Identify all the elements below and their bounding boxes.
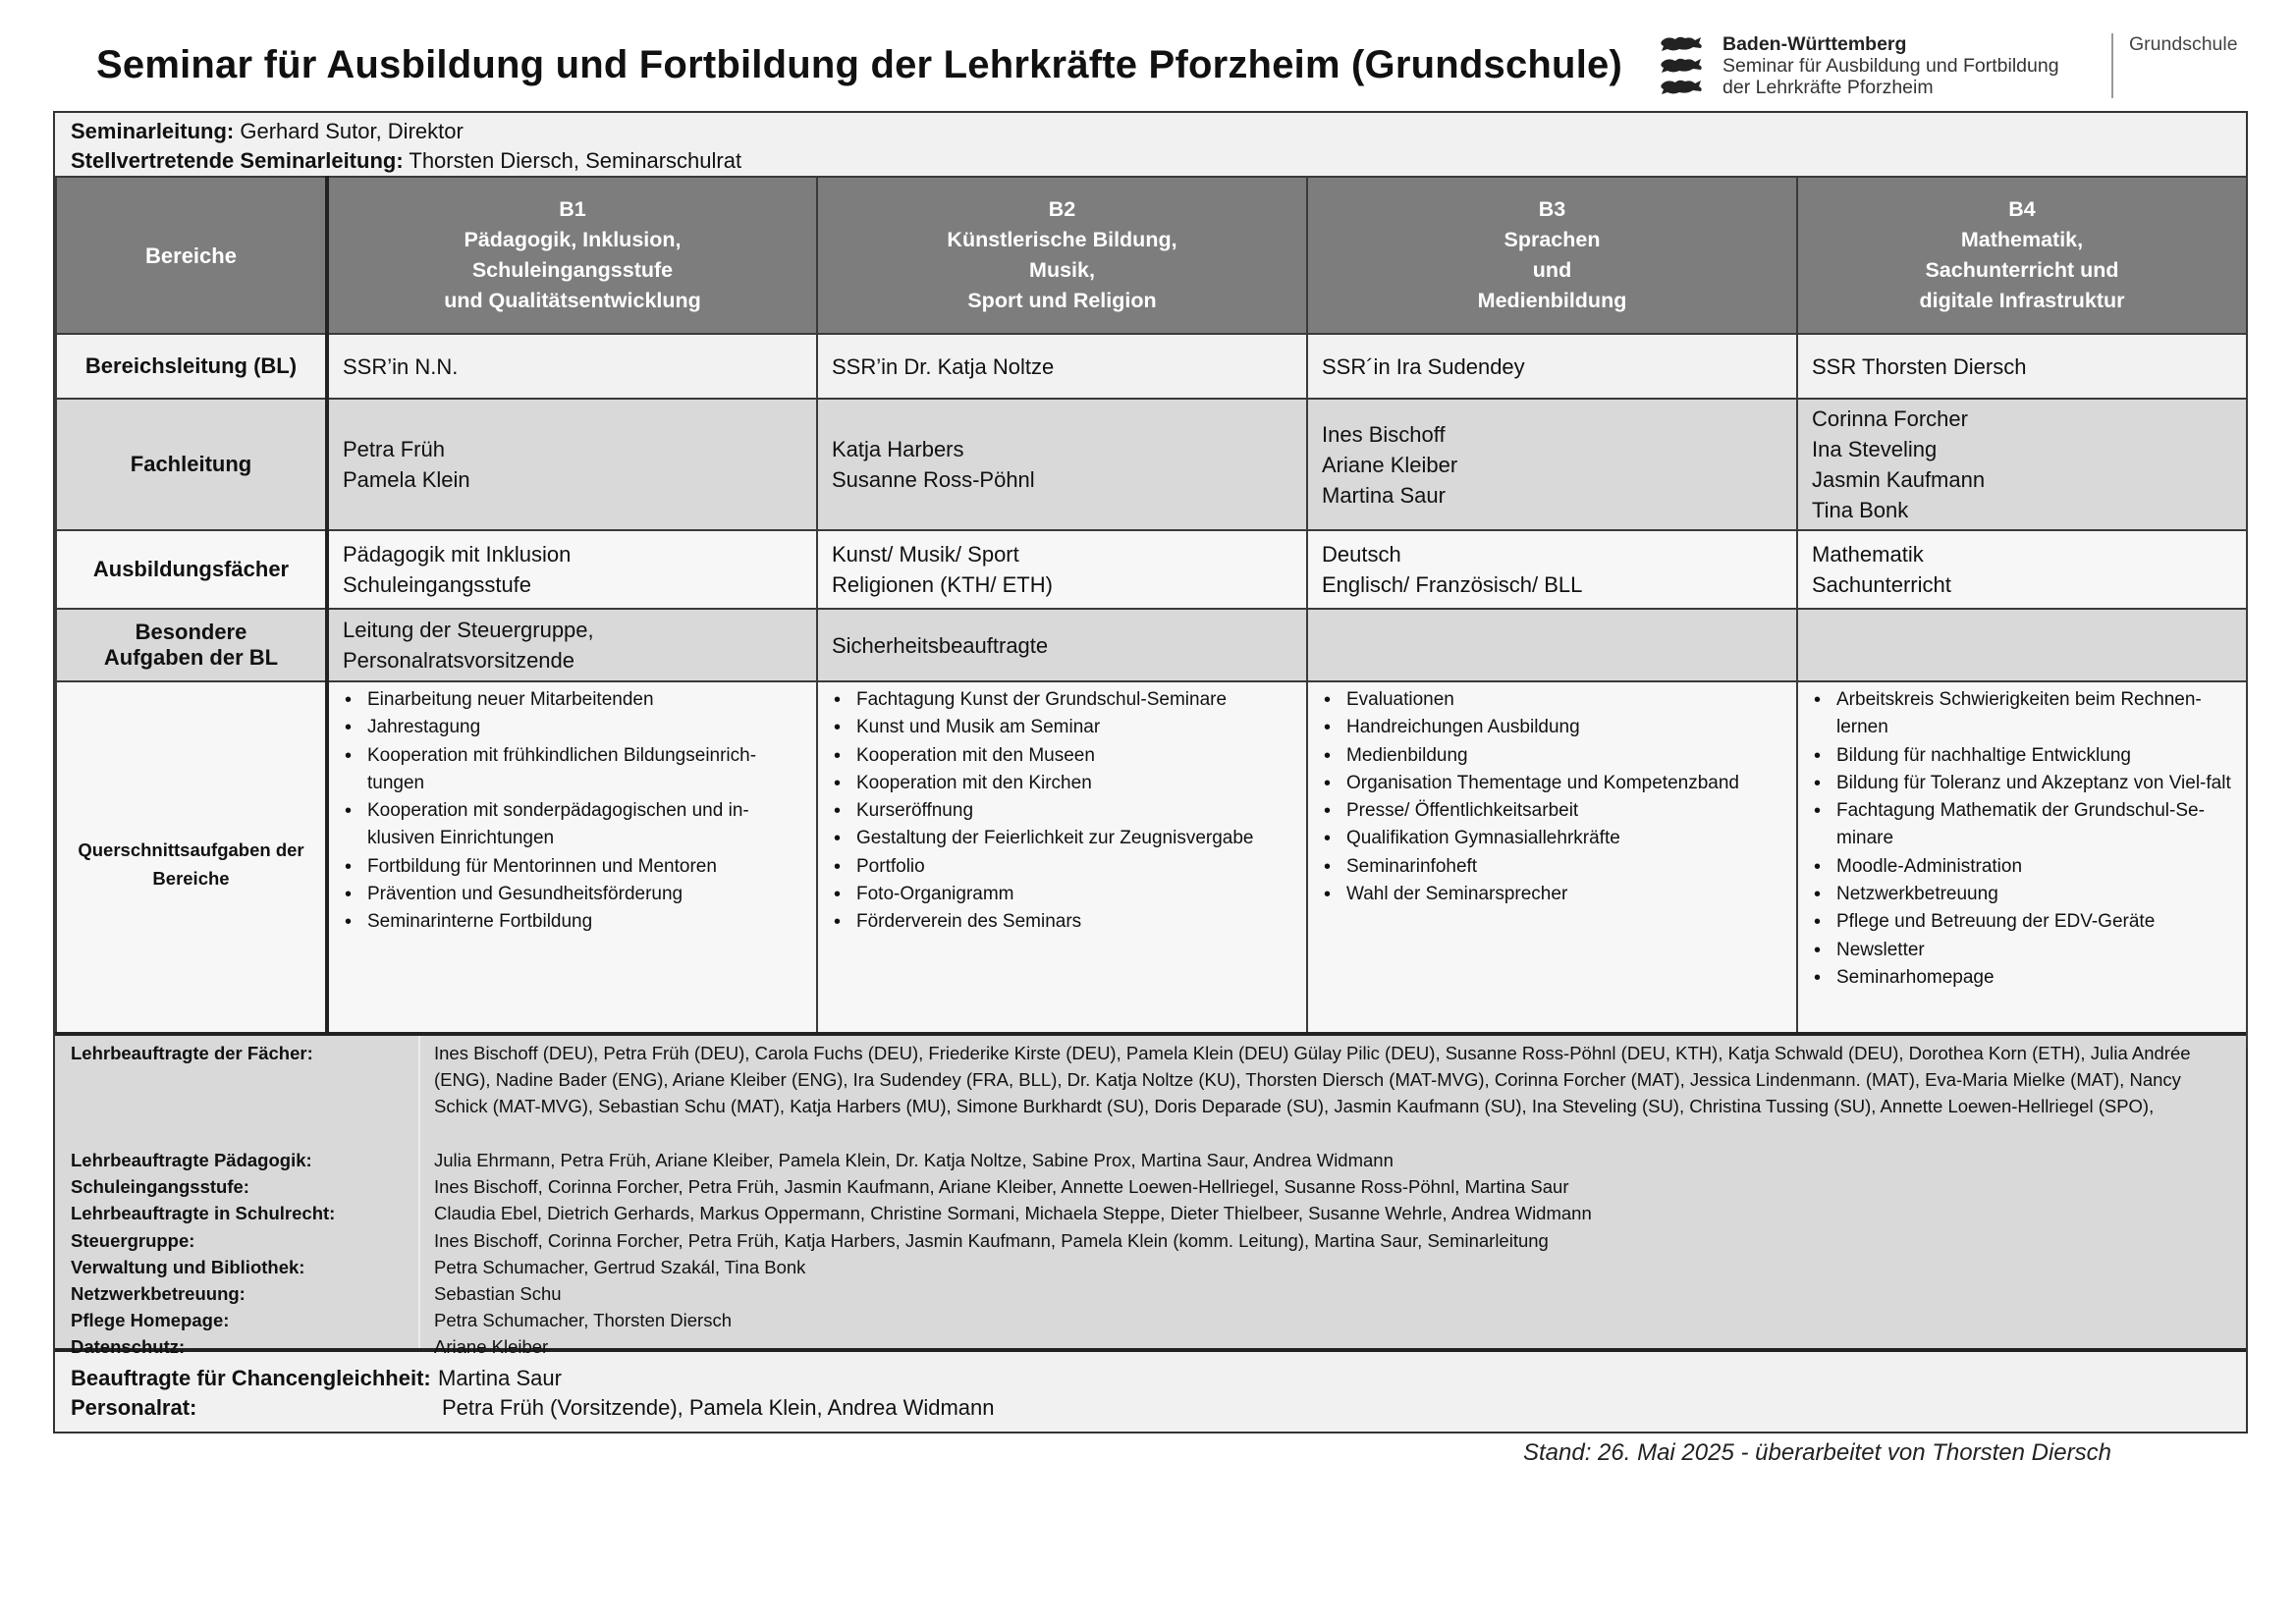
bl-cell-b3: SSR´in Ira Sudendey	[1307, 334, 1797, 399]
row-label	[56, 609, 327, 681]
task-item: • Pflege und Betreuung der EDV-Geräte	[1812, 908, 2232, 936]
baden-wuerttemberg-logo	[1658, 33, 2267, 102]
assignment-labels	[71, 1040, 424, 1361]
equal-opportunity-row	[71, 1364, 995, 1393]
task-item: • Kurseröffnung	[832, 797, 1292, 825]
row-label	[56, 681, 327, 1047]
cell-line: Ina Steveling	[1812, 437, 1938, 461]
area-title-line: Künstlerische Bildung,	[947, 228, 1177, 251]
task-item: • Seminarhomepage	[1812, 964, 2232, 992]
area-header-b3	[1307, 177, 1797, 334]
equal-opportunity-value: Martina Saur	[438, 1366, 562, 1390]
task-list	[1322, 686, 1782, 908]
task-item: • Gestaltung der Feierlichkeit zur Zeugnisvergabe	[832, 825, 1292, 852]
task-item: • Prävention und Gesundheitsförderung	[343, 881, 802, 908]
logo-line-2: Seminar für Ausbildung und Fortbildung	[1722, 55, 2059, 77]
area-title-line: digitale Infrastruktur	[1919, 289, 2125, 312]
assignment-value: Claudia Ebel, Dietrich Gerhards, Markus Oppermann, Christine Sormani, Michaela Steppe, Dieter Thielbeer, Susanne Wehrle, Andrea Widmann	[434, 1203, 1592, 1224]
area-title-line: Medienbildung	[1477, 289, 1627, 312]
bes-cell-b2	[817, 609, 1307, 681]
row-besondere-aufgaben	[56, 609, 2247, 681]
assignment-label: Pflege Homepage:	[71, 1310, 230, 1331]
row-fachleitung	[56, 399, 2247, 530]
equal-opportunity-label: Beauftragte für Chancengleichheit:	[71, 1366, 431, 1390]
representatives-block	[71, 1364, 995, 1423]
task-item: • Bildung für nachhaltige Entwicklung	[1812, 742, 2232, 770]
task-item: • Fachtagung Kunst der Grundschul-Seminare	[832, 686, 1292, 714]
area-title-line: Sport und Religion	[967, 289, 1157, 312]
row-ausbildungsfaecher	[56, 530, 2247, 609]
assignment-label: Lehrbeauftragte in Schulrecht:	[71, 1203, 336, 1224]
fach-cell-b4	[1797, 399, 2247, 530]
task-item: • Kooperation mit frühkindlichen Bildungseinrich-tungen	[343, 742, 802, 798]
quer-cell-b1	[327, 681, 817, 1047]
area-title-line: und Qualitätsentwicklung	[444, 289, 701, 312]
task-item: • Bildung für Toleranz und Akzeptanz von Viel-falt	[1812, 770, 2232, 797]
cell-line: Kunst/ Musik/ Sport	[832, 542, 1019, 567]
row-label: Bereichsleitung (BL)	[56, 334, 327, 399]
assignment-label: Lehrbeauftragte der Fächer:	[71, 1043, 313, 1063]
cell-line: Ariane Kleiber	[1322, 452, 1458, 477]
revision-note: Stand: 26. Mai 2025 - überarbeitet von Thorsten Diersch	[1523, 1439, 2111, 1466]
seminar-lead-label: Seminarleitung:	[71, 119, 235, 143]
assignment-value: Petra Schumacher, Thorsten Diersch	[434, 1310, 732, 1331]
ausb-cell-b3	[1307, 530, 1797, 609]
task-item: • Netzwerkbetreuung	[1812, 881, 2232, 908]
staff-council-label: Personalrat:	[71, 1395, 197, 1420]
task-list	[832, 686, 1292, 937]
assignment-value: Sebastian Schu	[434, 1283, 562, 1305]
area-title-line: Musik,	[1029, 258, 1095, 282]
areas-header-row	[56, 177, 2247, 334]
areas-table	[55, 176, 2248, 1048]
row-label-line: Bereiche	[152, 868, 230, 889]
logo-divider	[2111, 33, 2113, 98]
ausb-cell-b1	[327, 530, 817, 609]
area-code: B4	[2008, 197, 2036, 221]
task-item: • Moodle-Administration	[1812, 853, 2232, 881]
cell-line: Deutsch	[1322, 542, 1401, 567]
bes-cell-b4	[1797, 609, 2247, 681]
task-item: • Evaluationen	[1322, 686, 1782, 714]
task-item: • Wahl der Seminarsprecher	[1322, 881, 1782, 908]
assignment-label: Lehrbeauftragte Pädagogik:	[71, 1150, 312, 1170]
assignment-value: Ines Bischoff, Corinna Forcher, Petra Früh, Jasmin Kaufmann, Ariane Kleiber, Annette Loewen-Hellriegel, Susanne Ross-Pöhnl, Martina Saur	[434, 1176, 1569, 1198]
fach-cell-b2	[817, 399, 1307, 530]
task-item: • Newsletter	[1812, 937, 2232, 964]
area-title-line: und	[1532, 258, 1572, 282]
task-item: • Foto-Organigramm	[832, 881, 1292, 908]
area-header-b4	[1797, 177, 2247, 334]
areas-corner-header: Bereiche	[56, 177, 327, 334]
cell-line: Sachunterricht	[1812, 572, 1951, 597]
row-label: Ausbildungsfächer	[56, 530, 327, 609]
cell-line: Ines Bischoff	[1322, 421, 1446, 447]
assignment-value: Julia Ehrmann, Petra Früh, Ariane Kleiber, Pamela Klein, Dr. Katja Noltze, Sabine Prox, Martina Saur, Andrea Widmann	[434, 1150, 1394, 1170]
area-title-line: Pädagogik, Inklusion,	[464, 228, 682, 251]
task-item: • Fachtagung Mathematik der Grundschul-Se-minare	[1812, 797, 2232, 853]
cell-line: Sicherheitsbeauftragte	[832, 632, 1049, 658]
seminar-deputy-value: Thorsten Diersch, Seminarschulrat	[409, 148, 742, 173]
row-label-line: Aufgaben der BL	[103, 645, 279, 670]
task-item: • Portfolio	[832, 853, 1292, 881]
task-item: • Organisation Thementage und Kompetenzband	[1322, 770, 1782, 797]
area-header-b2	[817, 177, 1307, 334]
ausb-cell-b2	[817, 530, 1307, 609]
cell-line: Mathematik	[1812, 542, 1924, 567]
row-label-line: Besondere	[135, 620, 247, 644]
area-code: B1	[559, 197, 586, 221]
assignment-label: Schuleingangsstufe:	[71, 1176, 249, 1198]
seminar-deputy-label: Stellvertretende Seminarleitung:	[71, 148, 404, 173]
bl-cell-b2: SSR’in Dr. Katja Noltze	[817, 334, 1307, 399]
assignment-value: Ines Bischoff, Corinna Forcher, Petra Früh, Katja Harbers, Jasmin Kaufmann, Pamela Klein (komm. Leitung), Martina Saur, Seminarleitung	[434, 1229, 1549, 1251]
task-item: • Handreichungen Ausbildung	[1322, 714, 1782, 741]
task-item: • Kooperation mit den Museen	[832, 742, 1292, 770]
bl-cell-b4: SSR Thorsten Diersch	[1797, 334, 2247, 399]
cell-line: Religionen (KTH/ ETH)	[832, 572, 1053, 597]
task-list	[343, 686, 802, 937]
task-item: • Seminarinfoheft	[1322, 853, 1782, 881]
task-item: • Kooperation mit sonderpädagogischen und in-klusiven Einrichtungen	[343, 797, 802, 853]
bes-cell-b1	[327, 609, 817, 681]
cell-line: Schuleingangsstufe	[343, 572, 532, 597]
logo-text	[1722, 33, 2059, 98]
cell-line: Pädagogik mit Inklusion	[343, 542, 572, 567]
task-item: • Jahrestagung	[343, 714, 802, 741]
task-item: • Arbeitskreis Schwierigkeiten beim Rechnen-lernen	[1812, 686, 2232, 742]
task-item: • Einarbeitung neuer Mitarbeitenden	[343, 686, 802, 714]
logo-state: Baden-Württemberg	[1722, 33, 1907, 55]
organigram-frame	[53, 111, 2248, 1434]
staff-council-row	[71, 1393, 995, 1423]
cell-line: Susanne Ross-Pöhnl	[832, 467, 1035, 492]
cell-line: Pamela Klein	[343, 467, 470, 492]
area-header-b1	[327, 177, 817, 334]
area-title-line: Sachunterricht und	[1925, 258, 2119, 282]
cell-line: Tina Bonk	[1812, 498, 1909, 522]
logo-line-3: der Lehrkräfte Pforzheim	[1722, 77, 1934, 98]
cell-line: Englisch/ Französisch/ BLL	[1322, 572, 1583, 597]
row-label: Fachleitung	[56, 399, 327, 530]
quer-cell-b3	[1307, 681, 1797, 1047]
cell-line: Martina Saur	[1322, 482, 1446, 508]
quer-cell-b2	[817, 681, 1307, 1047]
area-title-line: Schuleingangsstufe	[471, 258, 674, 282]
assignment-value: Ines Bischoff (DEU), Petra Früh (DEU), Carola Fuchs (DEU), Friederike Kirste (DEU), Pamela Klein (DEU) Gülay Pilic (DEU), Susanne Ross-Pöhnl (DEU, KTH), Katja Schwald (DEU), Dorothea Korn (ETH), Julia Andrée (ENG), Nadine Bader (ENG), Ariane Kleiber (ENG), Ira Sudendey (FRA, BLL), Dr. Katja Noltze (KU), Thorsten Diersch (MAT-MVG), Corinna Forcher (MAT), Jessica Lindenmann. (MAT), Eva-Maria Mielke (MAT), Nancy Schick (MAT-MVG), Sebastian Schu (MAT), Katja Harbers (MU), Simone Burkhardt (SU), Doris Deparade (SU), Jasmin Kaufmann (SU), Ina Steveling (SU), Christina Tussing (SU), Annette Loewen-Hellriegel (SPO),	[434, 1043, 2191, 1117]
leadership-block	[71, 117, 741, 176]
task-item: • Qualifikation Gymnasiallehrkräfte	[1322, 825, 1782, 852]
seminar-lead-value: Gerhard Sutor, Direktor	[240, 119, 464, 143]
row-bereichsleitung	[56, 334, 2247, 399]
row-label-line: Querschnittsaufgaben der	[78, 839, 304, 860]
bes-cell-b3	[1307, 609, 1797, 681]
row-querschnittsaufgaben	[56, 681, 2247, 1047]
cell-line: Katja Harbers	[832, 437, 964, 461]
task-item: • Seminarinterne Fortbildung	[343, 908, 802, 936]
task-item: • Medienbildung	[1322, 742, 1782, 770]
area-title-line: Sprachen	[1503, 228, 1601, 251]
task-item: • Förderverein des Seminars	[832, 908, 1292, 936]
assignment-label: Steuergruppe:	[71, 1229, 195, 1251]
bl-cell-b1: SSR’in N.N.	[327, 334, 817, 399]
assignment-label: Verwaltung und Bibliothek:	[71, 1256, 305, 1277]
cell-line: Jasmin Kaufmann	[1812, 467, 1986, 492]
fach-cell-b3	[1307, 399, 1797, 530]
area-code: B2	[1048, 197, 1076, 221]
assignment-value: Petra Schumacher, Gertrud Szakál, Tina Bonk	[434, 1256, 806, 1277]
task-item: • Kunst und Musik am Seminar	[832, 714, 1292, 741]
assignment-values	[434, 1040, 2231, 1361]
task-item: • Kooperation mit den Kirchen	[832, 770, 1292, 797]
cell-line: Petra Früh	[343, 437, 445, 461]
assignment-label: Datenschutz:	[71, 1336, 186, 1358]
quer-cell-b4	[1797, 681, 2247, 1047]
seminar-lead	[71, 117, 741, 146]
cell-line: Personalratsvorsitzende	[343, 648, 575, 673]
cell-line: Corinna Forcher	[1812, 406, 1968, 431]
coat-of-arms-icon	[1658, 33, 1711, 98]
logo-school-type: Grundschule	[2129, 33, 2238, 55]
staff-council-value: Petra Früh (Vorsitzende), Pamela Klein, Andrea Widmann	[442, 1395, 995, 1420]
seminar-deputy	[71, 146, 741, 176]
cell-line: Leitung der Steuergruppe,	[343, 618, 594, 642]
assignments-block	[55, 1032, 2246, 1358]
task-item: • Presse/ Öffentlichkeitsarbeit	[1322, 797, 1782, 825]
ausb-cell-b4	[1797, 530, 2247, 609]
area-title-line: Mathematik,	[1960, 228, 2084, 251]
assignment-label: Netzwerkbetreuung:	[71, 1283, 246, 1305]
task-list	[1812, 686, 2232, 992]
area-code: B3	[1538, 197, 1566, 221]
task-item: • Fortbildung für Mentorinnen und Mentoren	[343, 853, 802, 881]
assignment-value: Ariane Kleiber	[434, 1336, 549, 1358]
page-title: Seminar für Ausbildung und Fortbildung der Lehrkräfte Pforzheim (Grundschule)	[96, 43, 1622, 86]
fach-cell-b1	[327, 399, 817, 530]
